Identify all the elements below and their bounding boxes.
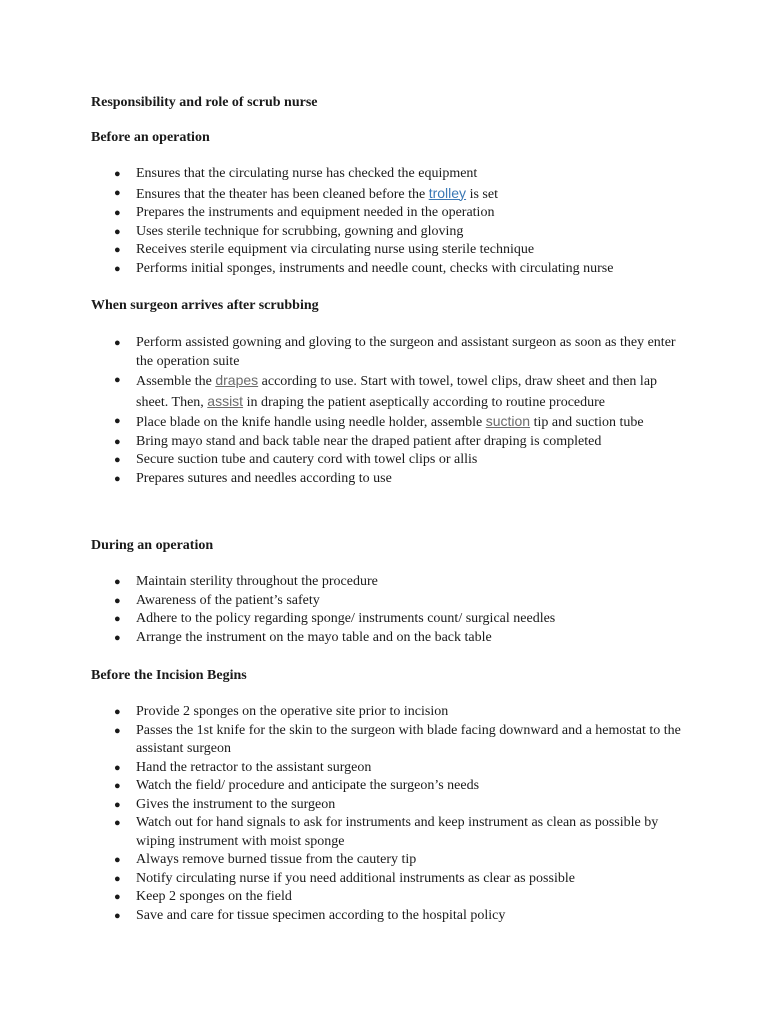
- list-item-text: Ensures that the theater has been cleaned before the: [136, 186, 429, 202]
- bullet-icon: ●: [114, 415, 121, 427]
- link-suction[interactable]: suction: [485, 413, 531, 429]
- list-item: [91, 629, 691, 648]
- list-item-text: Notify circulating nurse if you need additional instruments as clear as possible: [136, 870, 575, 886]
- list-item-text: Prepares sutures and needles according to use: [136, 470, 392, 486]
- list-item-text: Passes the 1st knife for the skin to the surgeon with blade facing downward and a hemostat to the assistant surgeon: [136, 722, 681, 756]
- list-item-text: Perform assisted gowning and gloving to the surgeon and assistant surgeon as soon as they enter the operation suite: [136, 335, 676, 369]
- list-item-text: Uses sterile technique for scrubbing, gowning and gloving: [136, 223, 464, 239]
- list-item: [91, 759, 691, 778]
- list-item: [91, 451, 691, 470]
- list-item-text: Watch the field/ procedure and anticipate the surgeon’s needs: [136, 778, 480, 793]
- bullet-icon: ●: [114, 891, 121, 903]
- list-item-text: Assemble the: [136, 374, 216, 389]
- list-item-text: Receives sterile equipment via circulating nurse using sterile technique: [136, 242, 535, 257]
- list-item: [91, 573, 691, 592]
- bullet-icon: ●: [114, 780, 121, 792]
- link-trolley[interactable]: trolley: [428, 184, 467, 201]
- list-item: [91, 433, 691, 452]
- list-item: [91, 907, 691, 926]
- list-item-text: Provide 2 sponges on the operative site prior to incision: [136, 704, 449, 719]
- list-item: [91, 851, 691, 870]
- bullet-icon: ●: [114, 724, 121, 737]
- bullet-icon: ●: [114, 337, 121, 349]
- list-item-text: Adhere to the policy regarding sponge/ instruments count/ surgical needles: [136, 611, 556, 626]
- list-during-operation: [91, 573, 691, 647]
- list-item: [91, 260, 691, 279]
- list-item: [91, 241, 691, 260]
- list-item: [91, 703, 691, 722]
- list-surgeon-arrives: [91, 334, 691, 488]
- bullet-icon: ●: [114, 872, 121, 885]
- list-item: [91, 470, 691, 489]
- list-item-text: tip and suction tube: [530, 415, 644, 430]
- list-item: [91, 814, 691, 851]
- bullet-icon: ●: [114, 576, 121, 588]
- list-item-text: is set: [466, 186, 498, 202]
- link-assist[interactable]: assist: [207, 392, 244, 409]
- list-item-text: Save and care for tissue specimen according to the hospital policy: [136, 907, 506, 923]
- bullet-icon: ●: [114, 244, 121, 256]
- bullet-icon: ●: [114, 454, 121, 466]
- list-item-text: Gives the instrument to the surgeon: [136, 796, 336, 812]
- bullet-icon: ●: [114, 631, 121, 644]
- list-item: [91, 888, 691, 907]
- bullet-icon: ●: [114, 207, 121, 219]
- list-item-text: Maintain sterility throughout the procedure: [136, 574, 378, 589]
- bullet-icon: ●: [114, 262, 121, 275]
- list-item: [91, 184, 691, 205]
- list-item-text: according to use. Start with towel, towel clips, draw sheet and then lap sheet. Then,: [136, 374, 658, 410]
- bullet-icon: ●: [114, 168, 121, 180]
- bullet-icon: ●: [114, 472, 121, 485]
- list-item-text: Watch out for hand signals to ask for instruments and keep instrument as clean as possible by wiping instrument with moist sponge: [136, 815, 659, 849]
- list-item-text: Keep 2 sponges on the field: [136, 889, 292, 904]
- bullet-icon: ●: [114, 706, 121, 718]
- list-item: [91, 165, 691, 184]
- list-item: [91, 610, 691, 629]
- list-item: [91, 371, 691, 412]
- document-title: Responsibility and role of scrub nurse: [91, 95, 318, 110]
- bullet-icon: ●: [114, 798, 121, 811]
- list-item-text: Awareness of the patient’s safety: [136, 592, 320, 608]
- section-heading-before-operation: Before an operation: [91, 130, 210, 145]
- list-item: [91, 870, 691, 889]
- list-item-text: Always remove burned tissue from the cautery tip: [136, 852, 417, 867]
- link-drapes[interactable]: drapes: [215, 372, 259, 388]
- list-item: [91, 592, 691, 611]
- list-before-operation: [91, 165, 691, 278]
- bullet-icon: ●: [114, 761, 121, 774]
- list-item-text: Place blade on the knife handle using needle holder, assemble: [136, 415, 486, 430]
- list-item-text: Arrange the instrument on the mayo table and on the back table: [136, 629, 492, 645]
- bullet-icon: ●: [114, 435, 121, 448]
- bullet-icon: ●: [114, 854, 121, 866]
- bullet-icon: ●: [114, 613, 121, 625]
- bullet-icon: ●: [114, 594, 121, 607]
- list-item: [91, 722, 691, 759]
- list-item: [91, 334, 691, 371]
- list-item: [91, 412, 691, 433]
- list-item-text: Performs initial sponges, instruments and needle count, checks with circulating nurse: [136, 260, 614, 276]
- list-item-text: Bring mayo stand and back table near the draped patient after draping is completed: [136, 433, 602, 449]
- list-item: [91, 777, 691, 796]
- list-item-text: Ensures that the circulating nurse has checked the equipment: [136, 166, 478, 181]
- list-item-text: Hand the retractor to the assistant surgeon: [136, 759, 372, 775]
- bullet-icon: ●: [114, 186, 121, 199]
- bullet-icon: ●: [114, 909, 121, 922]
- list-item: [91, 796, 691, 815]
- list-item-text: in draping the patient aseptically according to routine procedure: [243, 394, 605, 410]
- bullet-icon: ●: [114, 374, 121, 386]
- section-heading-during-operation: During an operation: [91, 538, 214, 553]
- section-heading-before-incision: Before the Incision Begins: [91, 668, 247, 683]
- list-item-text: Prepares the instruments and equipment needed in the operation: [136, 205, 495, 220]
- list-item: [91, 204, 691, 223]
- bullet-icon: ●: [114, 225, 121, 238]
- list-item: [91, 223, 691, 242]
- section-heading-surgeon-arrives: When surgeon arrives after scrubbing: [91, 298, 319, 313]
- list-item-text: Secure suction tube and cautery cord with towel clips or allis: [136, 452, 478, 467]
- bullet-icon: ●: [114, 817, 121, 829]
- list-before-incision: [91, 703, 691, 925]
